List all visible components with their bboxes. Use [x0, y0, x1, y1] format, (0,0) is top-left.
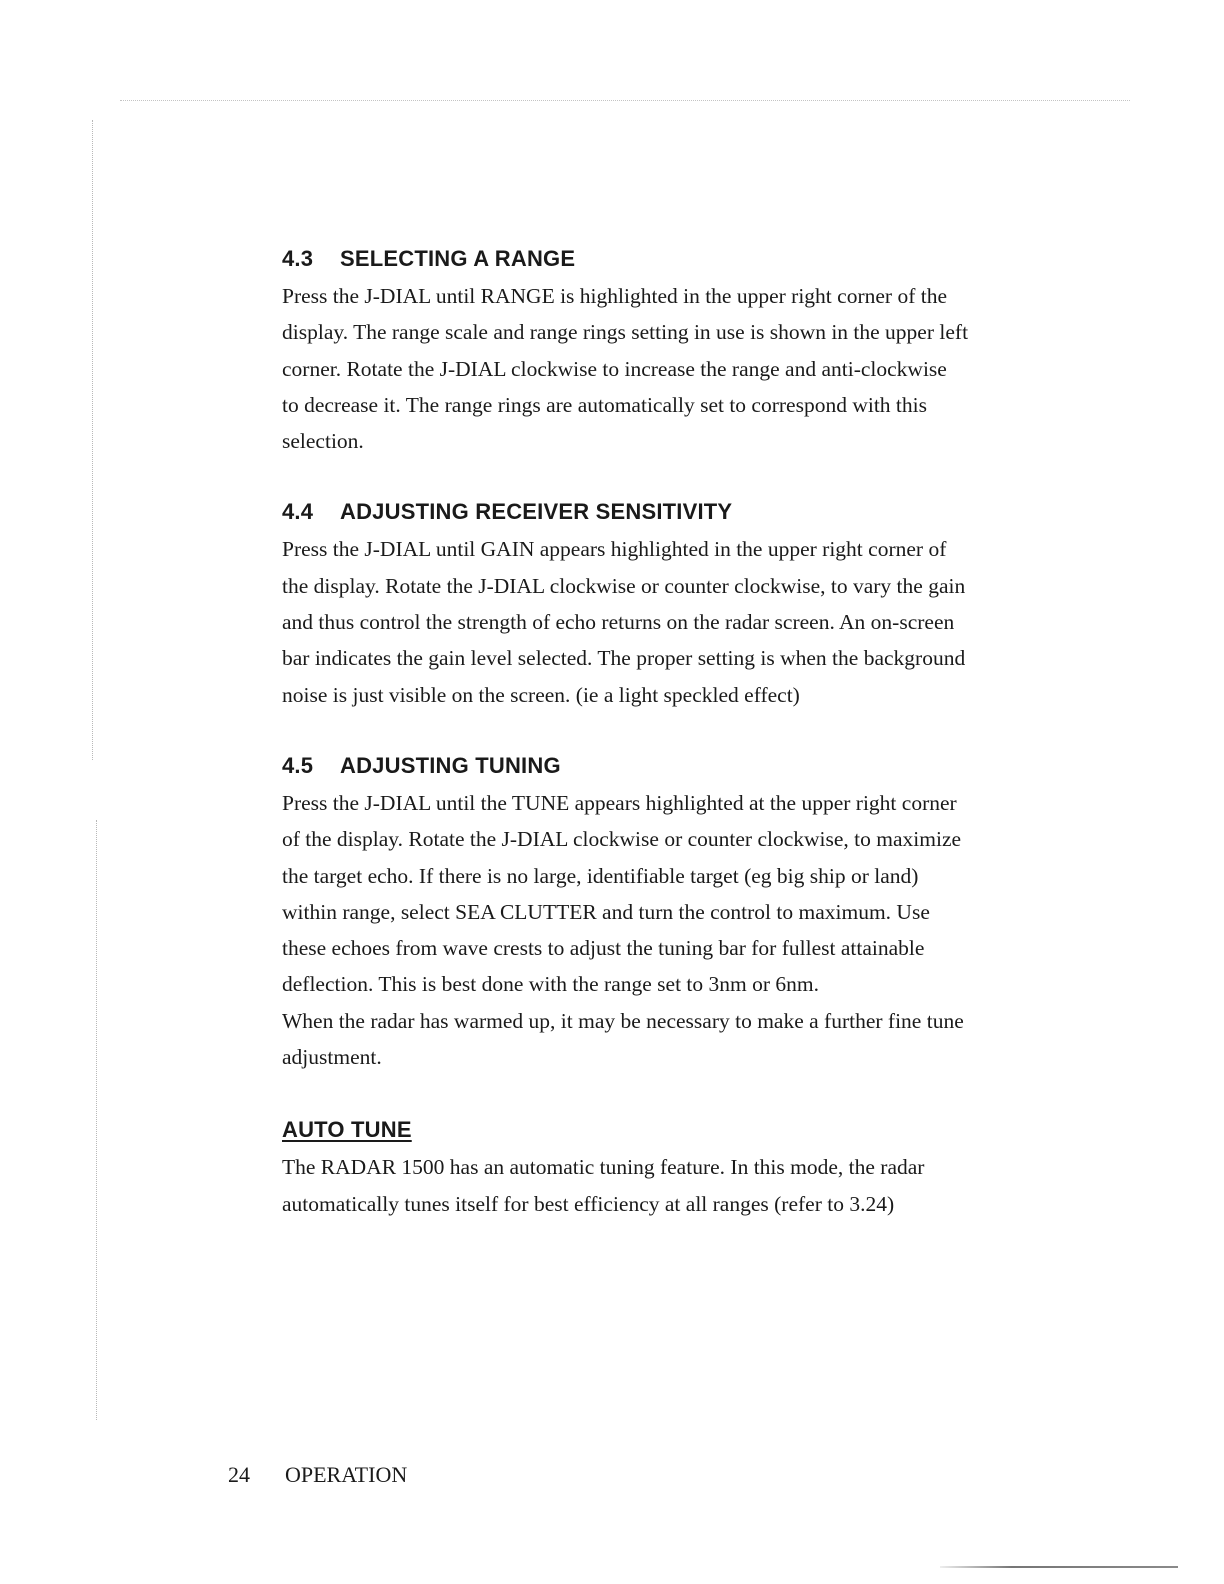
- text-line: Press the J-DIAL until GAIN appears highlighted in the upper right corner of: [282, 537, 947, 562]
- main-content: [282, 244, 1037, 1222]
- section-heading: [282, 497, 1037, 527]
- text-line: and thus control the strength of echo returns on the radar screen. An on-screen: [282, 610, 955, 635]
- section-heading: [282, 751, 1037, 781]
- section-paragraph: [282, 278, 1037, 459]
- section-number: 4.4: [282, 499, 314, 525]
- section-title: ADJUSTING TUNING: [340, 752, 561, 778]
- text-line: within range, select SEA CLUTTER and turn the control to maximum. Use: [282, 899, 930, 924]
- page-number: 24: [228, 1462, 250, 1487]
- text-line: corner. Rotate the J-DIAL clockwise to increase the range and anti-clockwise: [282, 356, 947, 381]
- text-line: The RADAR 1500 has an automatic tuning feature. In this mode, the radar: [282, 1155, 925, 1180]
- text-line: of the display. Rotate the J-DIAL clockwise or counter clockwise, to maximize: [282, 827, 962, 852]
- text-line: the target echo. If there is no large, identifiable target (eg big ship or land): [282, 863, 919, 888]
- section-heading: [282, 244, 1037, 274]
- section-4-3: [282, 244, 1037, 459]
- section-paragraph: [282, 531, 1037, 712]
- text-line: selection.: [282, 429, 364, 454]
- chapter-name: OPERATION: [285, 1462, 408, 1487]
- page-footer: [228, 1460, 407, 1490]
- text-line: adjustment.: [282, 1045, 382, 1070]
- section-heading: [282, 1115, 1037, 1145]
- text-line: to decrease it. The range rings are automatically set to correspond with this: [282, 392, 927, 417]
- text-line: deflection. This is best done with the range set to 3nm or 6nm.: [282, 972, 820, 997]
- section-paragraph: [282, 1149, 1037, 1222]
- scan-artifact-left-margin: [92, 120, 93, 760]
- section-number: 4.5: [282, 752, 314, 778]
- text-line: bar indicates the gain level selected. The proper setting is when the background: [282, 646, 966, 671]
- section-title: ADJUSTING RECEIVER SENSITIVITY: [340, 499, 733, 525]
- text-line: display. The range scale and range rings setting in use is shown in the upper left: [282, 320, 969, 345]
- scan-artifact-bottom-edge: [940, 1566, 1178, 1568]
- section-auto-tune: [282, 1115, 1037, 1222]
- section-paragraph: [282, 785, 1037, 1075]
- text-line: Press the J-DIAL until the TUNE appears highlighted at the upper right corner: [282, 790, 957, 815]
- scan-artifact-left-margin-lower: [96, 820, 97, 1420]
- text-line: Press the J-DIAL until RANGE is highlighted in the upper right corner of the: [282, 284, 947, 308]
- section-number: 4.3: [282, 246, 314, 271]
- scan-artifact-top-edge: [120, 100, 1130, 101]
- section-4-4: [282, 497, 1037, 712]
- section-title: AUTO TUNE: [282, 1117, 412, 1143]
- text-line: automatically tunes itself for best efficiency at all ranges (refer to 3.24): [282, 1191, 895, 1216]
- text-line: noise is just visible on the screen. (ie a light speckled effect): [282, 682, 800, 707]
- text-line: When the radar has warmed up, it may be necessary to make a further fine tune: [282, 1008, 964, 1033]
- text-line: the display. Rotate the J-DIAL clockwise or counter clockwise, to vary the gain: [282, 573, 966, 598]
- text-line: these echoes from wave crests to adjust the tuning bar for fullest attainable: [282, 936, 925, 961]
- section-4-5: [282, 751, 1037, 1075]
- section-title: SELECTING A RANGE: [340, 246, 576, 271]
